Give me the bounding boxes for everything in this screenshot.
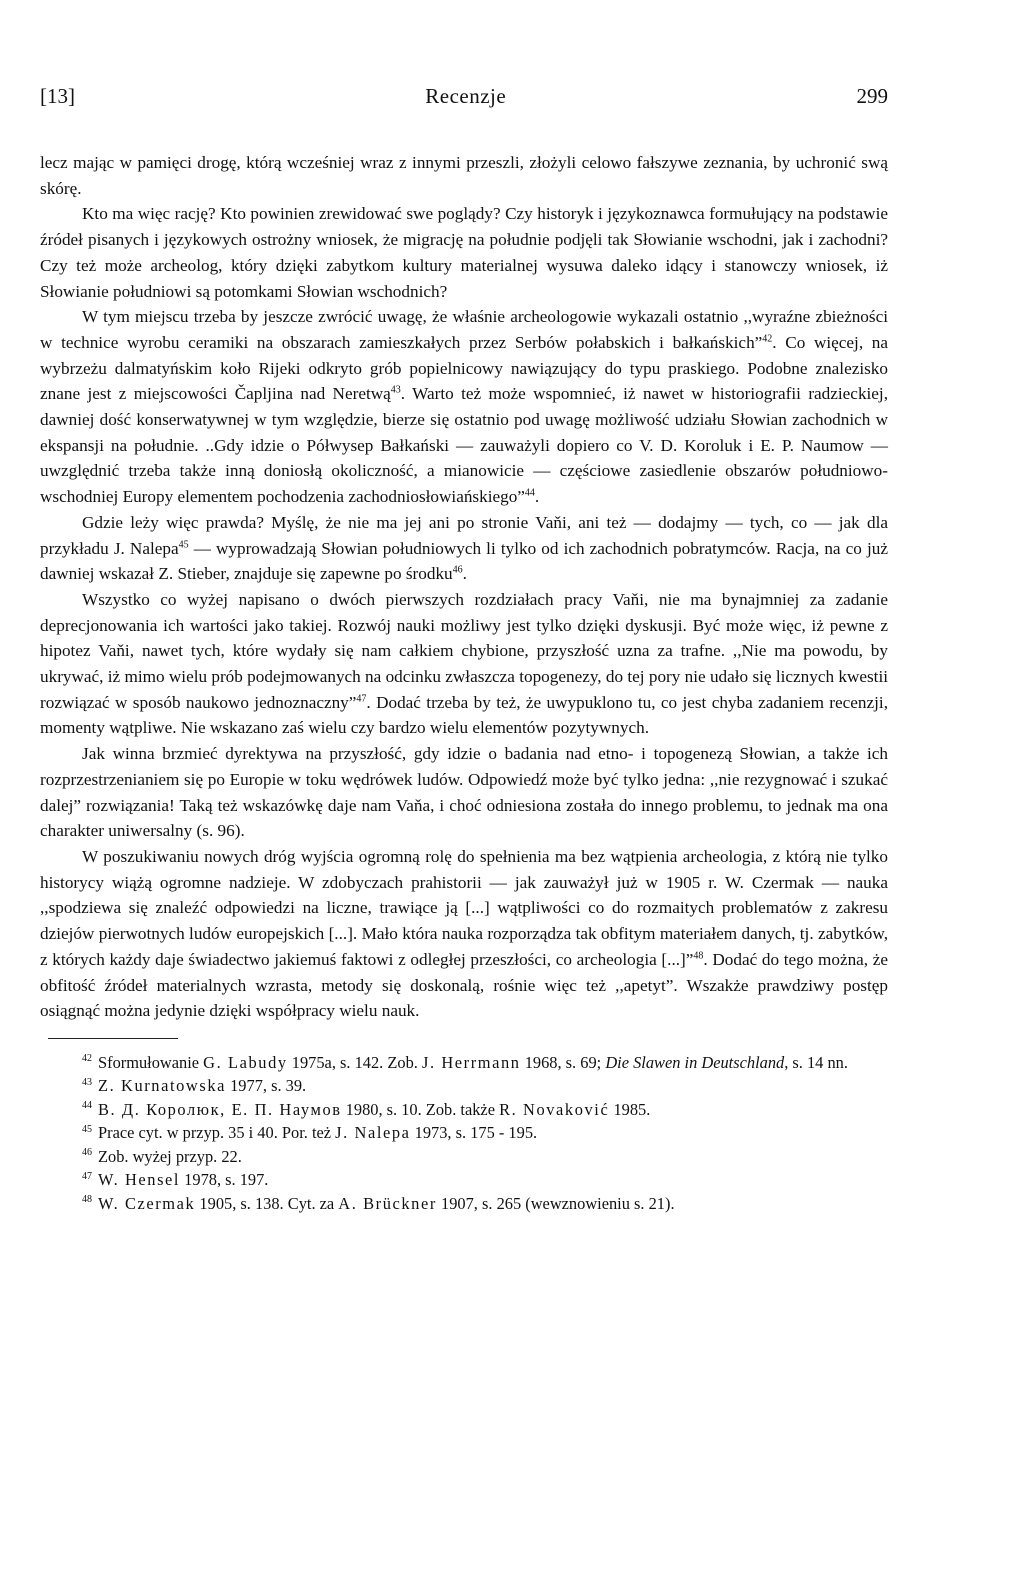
footnote-text: Zob. wyżej przyp. 22. <box>98 1146 242 1166</box>
footnote-text: 1973, s. 175 - 195. <box>410 1123 538 1143</box>
footnote-author: В. Д. Королюк, Е. П. Наумов <box>98 1099 342 1119</box>
paragraph-7-text-a: W poszukiwaniu nowych dróg wyjścia ogromną rolę do spełnienia ma bez wątpienia archeologia, z którą nie tylko historycy wiążą ogromne nadzieje. W zdobyczach prahistorii — jak zauważył już w 1905 r. W. Czermak — nauka ,,spodziewa się znaleźć odpowiedzi na liczne, trawiące ją [...] wątpliwości co do rozmaitych problematów z zakresu dziejów pierwotnych ludów europejskich [...]. Mało która nauka rozporządza tak obfitym materiałem danych, tj. zabytków, z których każdy daje świadectwo jakiemuś faktowi z odległej przeszłości, co archeologia [...]” <box>40 846 888 969</box>
footnote-number: 43 <box>82 1076 92 1088</box>
footnote-47 <box>40 1168 888 1192</box>
footnote-text: 1977, s. 39. <box>226 1076 307 1096</box>
footnote-text: Prace cyt. w przyp. 35 i 40. Por. też <box>98 1123 336 1143</box>
paragraph-3-text-a: W tym miejscu trzeba by jeszcze zwrócić uwagę, że właśnie archeologowie wykazali ostatnio ,,wyraźne zbieżności w technice wyrobu ceramiki na obszarach zamieszkałych przez Serbów połabskich i bałkańskich” <box>40 307 888 352</box>
paragraph-7 <box>40 844 888 1024</box>
footnote-text: 1975a, s. 142. Zob. <box>287 1052 422 1072</box>
footnote-author: J. Herrmann <box>421 1052 521 1072</box>
paragraph-4-text-a: Gdzie leży więc prawda? Myślę, że nie ma jej ani po stronie Vaňi, ani też — dodajmy — tych, co — jak dla przykładu J. Nalepa <box>40 512 888 558</box>
footnote-author: J. Nalepa <box>335 1123 411 1143</box>
footnote-number: 44 <box>82 1100 92 1112</box>
footnote-author: A. Brückner <box>338 1193 437 1213</box>
footnote-number: 47 <box>82 1170 92 1182</box>
footnote-45 <box>40 1121 888 1145</box>
footnote-ref-44[interactable]: 44 <box>524 487 535 499</box>
paragraph-4 <box>40 510 888 587</box>
footnote-number: 45 <box>82 1123 92 1135</box>
paragraph-3-text-c: . Warto też może wspomnieć, iż nawet w historiografii radzieckiej, dawniej dość konserwatywnej w tym względzie, bierze się ostatnio pod uwagę możliwość udziału Słowian zachodnich w ekspansji na południe. ..Gdy idzie o Półwysep Bałkański — zauważyli dopiero co V. D. Koroluk i E. P. Naumow — uwzględnić trzeba także inną doniosłą okoliczność, a mianowicie — częściowe zasiedlenie obszarów południowo-wschodniej Europy elementem pochodzenia zachodniosłowiańskiego” <box>40 384 889 507</box>
paragraph-3-text-b: . Co więcej, na wybrzeżu dalmatyńskim koło Rijeki odkryto grób popielnicowy nawiązujący do typu praskiego. Podobne znalezisko znane jest z miejscowości Čapljina nad Neretwą <box>40 332 888 404</box>
footnote-separator <box>48 1038 178 1039</box>
paragraph-6: Jak winna brzmieć dyrektywa na przyszłość, gdy idzie o badania nad etno- i topogenezą Słowian, a także ich rozprzestrzenianiem się po Europie w toku wędrówek ludów. Odpowiedź może być tylko jedna: ,,nie rezygnować i szukać dalej” rozwiązania! Taką też wskazówkę daje nam Vaňa, i choć odniesiona została do innego problemu, to jednak ma ona charakter uniwersalny (s. 96). <box>40 744 888 841</box>
footnote-ref-43[interactable]: 43 <box>390 384 401 396</box>
footnote-46 <box>40 1145 888 1169</box>
footnote-text: 1980, s. 10. Zob. także <box>341 1099 500 1119</box>
footnote-ref-48[interactable]: 48 <box>693 950 704 962</box>
paragraph-2: Kto ma więc rację? Kto powinien zrewidować swe poglądy? Czy historyk i językoznawca formułujący na podstawie źródeł pisanych i językowych ostrożny wniosek, że migrację na południe podjęli tak Słowianie wschodni, jak i zachodni? Czy też może archeolog, który dzięki zabytkom kultury materialnej wysuwa daleko idący i stanowczy wniosek, iż Słowianie południowi są potomkami Słowian wschodnich? <box>40 204 888 301</box>
footnote-author: G. Labudy <box>203 1052 288 1072</box>
body-text <box>40 150 888 1024</box>
footnote-text: 1905, s. 138. Cyt. za <box>195 1193 339 1213</box>
footnote-text: 1978, s. 197. <box>180 1170 269 1190</box>
footnote-author: R. Novaković <box>499 1099 610 1119</box>
footnote-number: 42 <box>82 1053 92 1065</box>
footnote-text: 1968, s. 69; <box>520 1052 606 1072</box>
footnote-title: Die Slawen in Deutschland <box>605 1052 785 1072</box>
page-number: 299 <box>856 84 888 108</box>
footnote-text: 1907, s. 265 (wewznowieniu s. 21). <box>436 1193 675 1213</box>
paragraph-5-text-b: . Dodać trzeba by też, że uwypuklono tu, co jest chyba zadaniem recenzji, momenty wątpliwe. Nie wskazano zaś wielu czy bardzo wielu elementów pozytywnych. <box>40 692 888 738</box>
paragraph-3 <box>40 304 888 510</box>
footnote-ref-42[interactable]: 42 <box>762 333 773 345</box>
paragraph-5-text-a: Wszystko co wyżej napisano o dwóch pierwszych rozdziałach pracy Vaňi, nie ma bynajmniej za zadanie deprecjonowania ich wartości jako takiej. Rozwój nauki możliwy jest tylko dzięki dyskusji. Być może więc, iż pewne z hipotez Vaňi, nawet tych, które wydały się nam całkiem chybione, przyszłość uzna za trafne. ,,Nie ma powodu, by ukrywać, iż mimo wielu prób podejmowanych na odcinku zwłaszcza topogenezy, do tej pory nie udało się licznych kwestii rozwiązać w sposób naukowo jednoznaczny” <box>40 589 888 712</box>
paragraph-7-text-b: . Dodać do tego można, że obfitość źródeł materialnych wzrasta, metody się doskonalą, rośnie więc też ,,apetyt”. Wszakże prawdziwy postęp osiągnąć można jedynie dzięki współpracy wielu nauk. <box>40 949 889 1021</box>
paragraph-4-text-b: — wyprowadzają Słowian południowych li tylko od ich zachodnich pobratymców. Racja, na co już dawniej wskazał Z. Stieber, znajduje się zapewne po środku <box>40 538 888 584</box>
footnote-text: 1985. <box>609 1099 651 1119</box>
footnote-author: Z. Kurnatowska <box>98 1076 227 1096</box>
section-number: [13] <box>40 84 75 108</box>
footnote-number: 48 <box>82 1194 92 1206</box>
footnote-number: 46 <box>82 1147 92 1159</box>
page <box>40 84 888 1215</box>
footnote-author: W. Czermak <box>98 1193 196 1213</box>
footnote-ref-45[interactable]: 45 <box>178 538 189 550</box>
running-title: Recenzje <box>425 84 507 108</box>
footnote-text: , s. 14 nn. <box>784 1052 848 1072</box>
footnotes <box>40 1051 888 1216</box>
footnote-author: W. Hensel <box>98 1170 181 1190</box>
paragraph-4-text-c: . <box>462 564 467 584</box>
footnote-42 <box>40 1051 888 1075</box>
footnote-48 <box>40 1192 888 1216</box>
running-header <box>40 84 888 114</box>
footnote-text: Sformułowanie <box>98 1052 204 1072</box>
footnote-44 <box>40 1098 888 1122</box>
paragraph-3-text-d: . <box>534 487 540 507</box>
paragraph-1: lecz mając w pamięci drogę, którą wcześniej wraz z innymi przeszli, złożyli celowo fałszywe zeznania, by uchronić swą skórę. <box>40 153 888 198</box>
footnote-43 <box>40 1074 888 1098</box>
footnote-ref-47[interactable]: 47 <box>356 693 367 705</box>
paragraph-5 <box>40 587 888 741</box>
footnote-ref-46[interactable]: 46 <box>452 564 463 576</box>
